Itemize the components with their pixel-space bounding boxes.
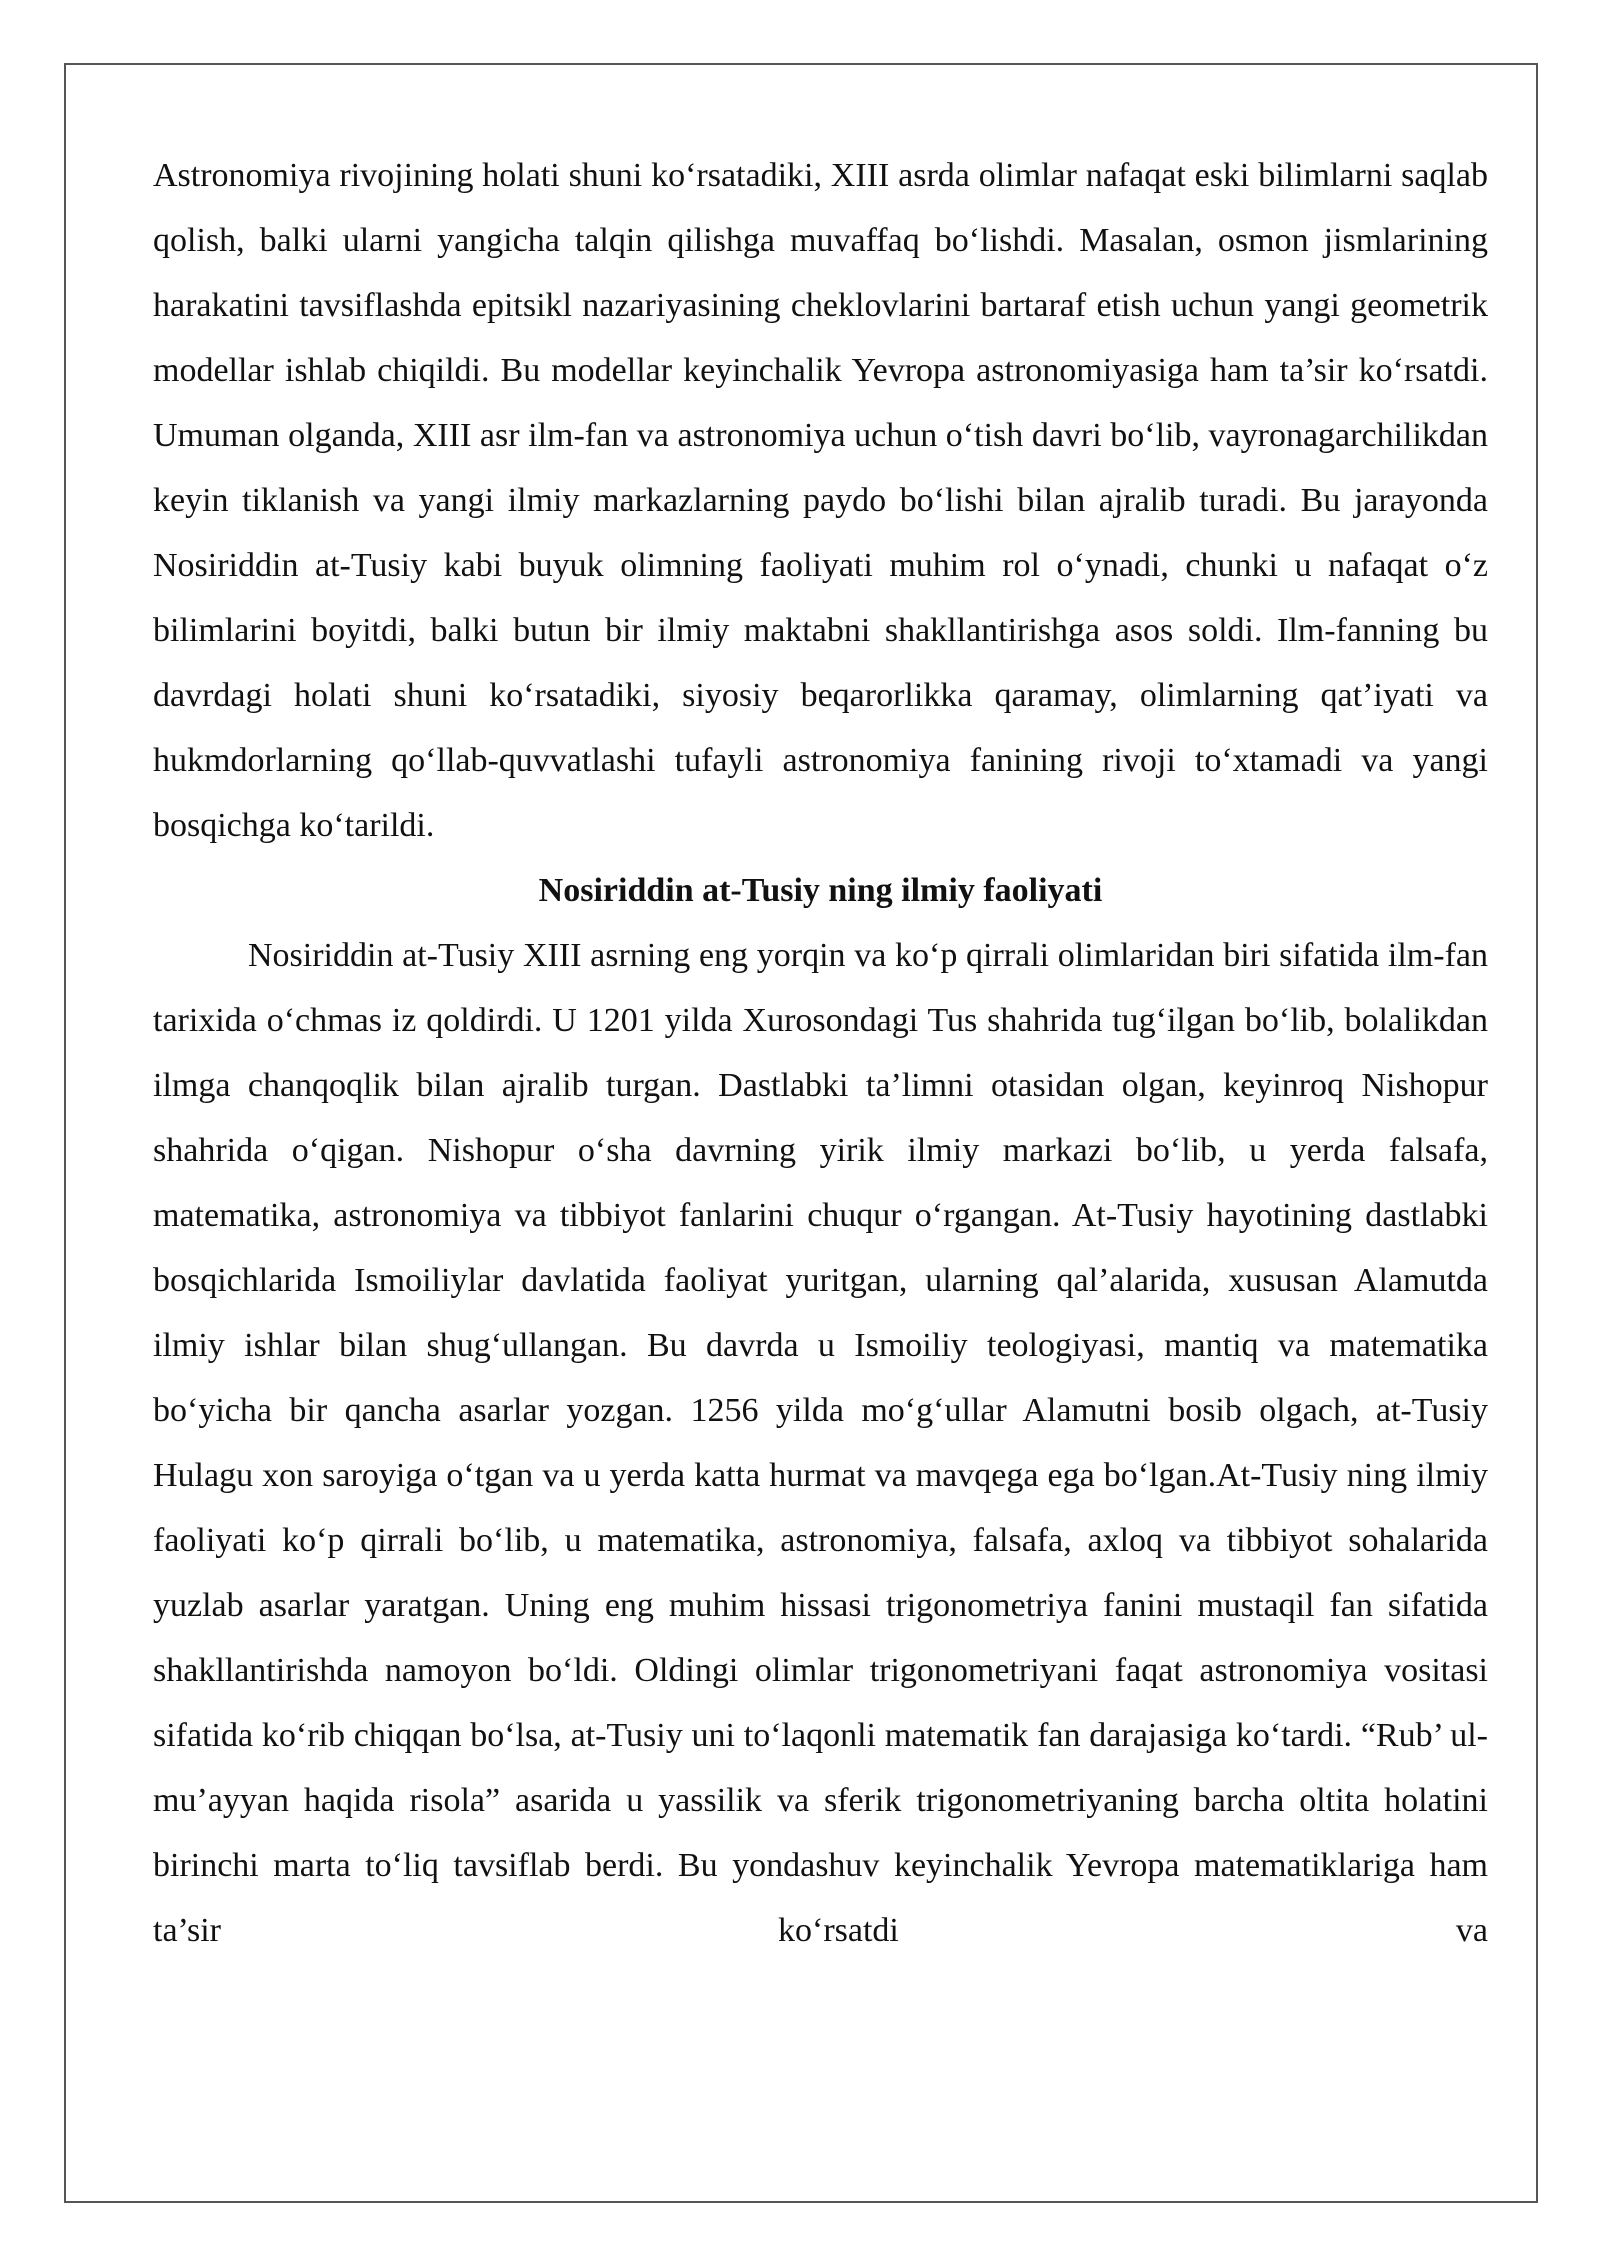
document-body: [153, 143, 1488, 1963]
paragraph-astronomy-state: Astronomiya rivojining holati shuni ko‘rsatadiki, XIII asrda olimlar nafaqat eski bilimlarni saqlab qolish, balki ularni yangicha talqin qilishga muvaffaq bo‘lishdi. Masalan, osmon jismlarining harakatini tavsiflashda epitsikl nazariyasining cheklovlarini bartaraf etish uchun yangi geometrik modellar ishlab chiqildi. Bu modellar keyinchalik Yevropa astronomiyasiga ham ta’sir ko‘rsatdi. Umuman olganda, XIII asr ilm-fan va astronomiya uchun o‘tish davri bo‘lib, vayronagarchilikdan keyin tiklanish va yangi ilmiy markazlarning paydo bo‘lishi bilan ajralib turadi. Bu jarayonda Nosiriddin at-Tusiy kabi buyuk olimning faoliyati muhim rol o‘ynadi, chunki u nafaqat o‘z bilimlarini boyitdi, balki butun bir ilmiy maktabni shakllantirishga asos soldi. Ilm-fanning bu davrdagi holati shuni ko‘rsatadiki, siyosiy beqarorlikka qaramay, olimlarning qat’iyati va hukmdorlarning qo‘llab-quvvatlashi tufayli astronomiya fanining rivoji to‘xtamadi va yangi bosqichga ko‘tarildi.: [153, 157, 1488, 844]
section-heading: Nosiriddin at-Tusiy ning ilmiy faoliyati: [538, 872, 1103, 909]
paragraph-tusiy-biography: Nosiriddin at-Tusiy XIII asrning eng yorqin va ko‘p qirrali olimlaridan biri sifatida ilm-fan tarixida o‘chmas iz qoldirdi. U 1201 yilda Xurosondagi Tus shahrida tug‘ilgan bo‘lib, bolalikdan ilmga chanqoqlik bilan ajralib turgan. Dastlabki ta’limni otasidan olgan, keyinroq Nishopur shahrida o‘qigan. Nishopur o‘sha davrning yirik ilmiy markazi bo‘lib, u yerda falsafa, matematika, astronomiya va tibbiyot fanlarini chuqur o‘rgangan. At-Tusiy hayotining dastlabki bosqichlarida Ismoiliylar davlatida faoliyat yuritgan, ularning qal’alarida, xususan Alamutda ilmiy ishlar bilan shug‘ullangan. Bu davrda u Ismoiliy teologiyasi, mantiq va matematika bo‘yicha bir qancha asarlar yozgan. 1256 yilda mo‘g‘ullar Alamutni bosib olgach, at-Tusiy Hulagu xon saroyiga o‘tgan va u yerda katta hurmat va mavqega ega bo‘lgan.At-Tusiy ning ilmiy faoliyati ko‘p qirrali bo‘lib, u matematika, astronomiya, falsafa, axloq va tibbiyot sohalarida yuzlab asarlar yaratgan. Uning eng muhim hissasi trigonometriya fanini mustaqil fan sifatida shakllantirishda namoyon bo‘ldi. Oldingi olimlar trigonometriyani faqat astronomiya vositasi sifatida ko‘rib chiqqan bo‘lsa, at-Tusiy uni to‘laqonli matematik fan darajasiga ko‘tardi. “Rub’ ul-mu’ayyan haqida risola” asarida u yassilik va sferik trigonometriyaning barcha oltita holatini birinchi marta to‘liq tavsiflab berdi. Bu yondashuv keyinchalik Yevropa matematiklariga ham ta’sir ko‘rsatdi va: [153, 937, 1488, 1949]
